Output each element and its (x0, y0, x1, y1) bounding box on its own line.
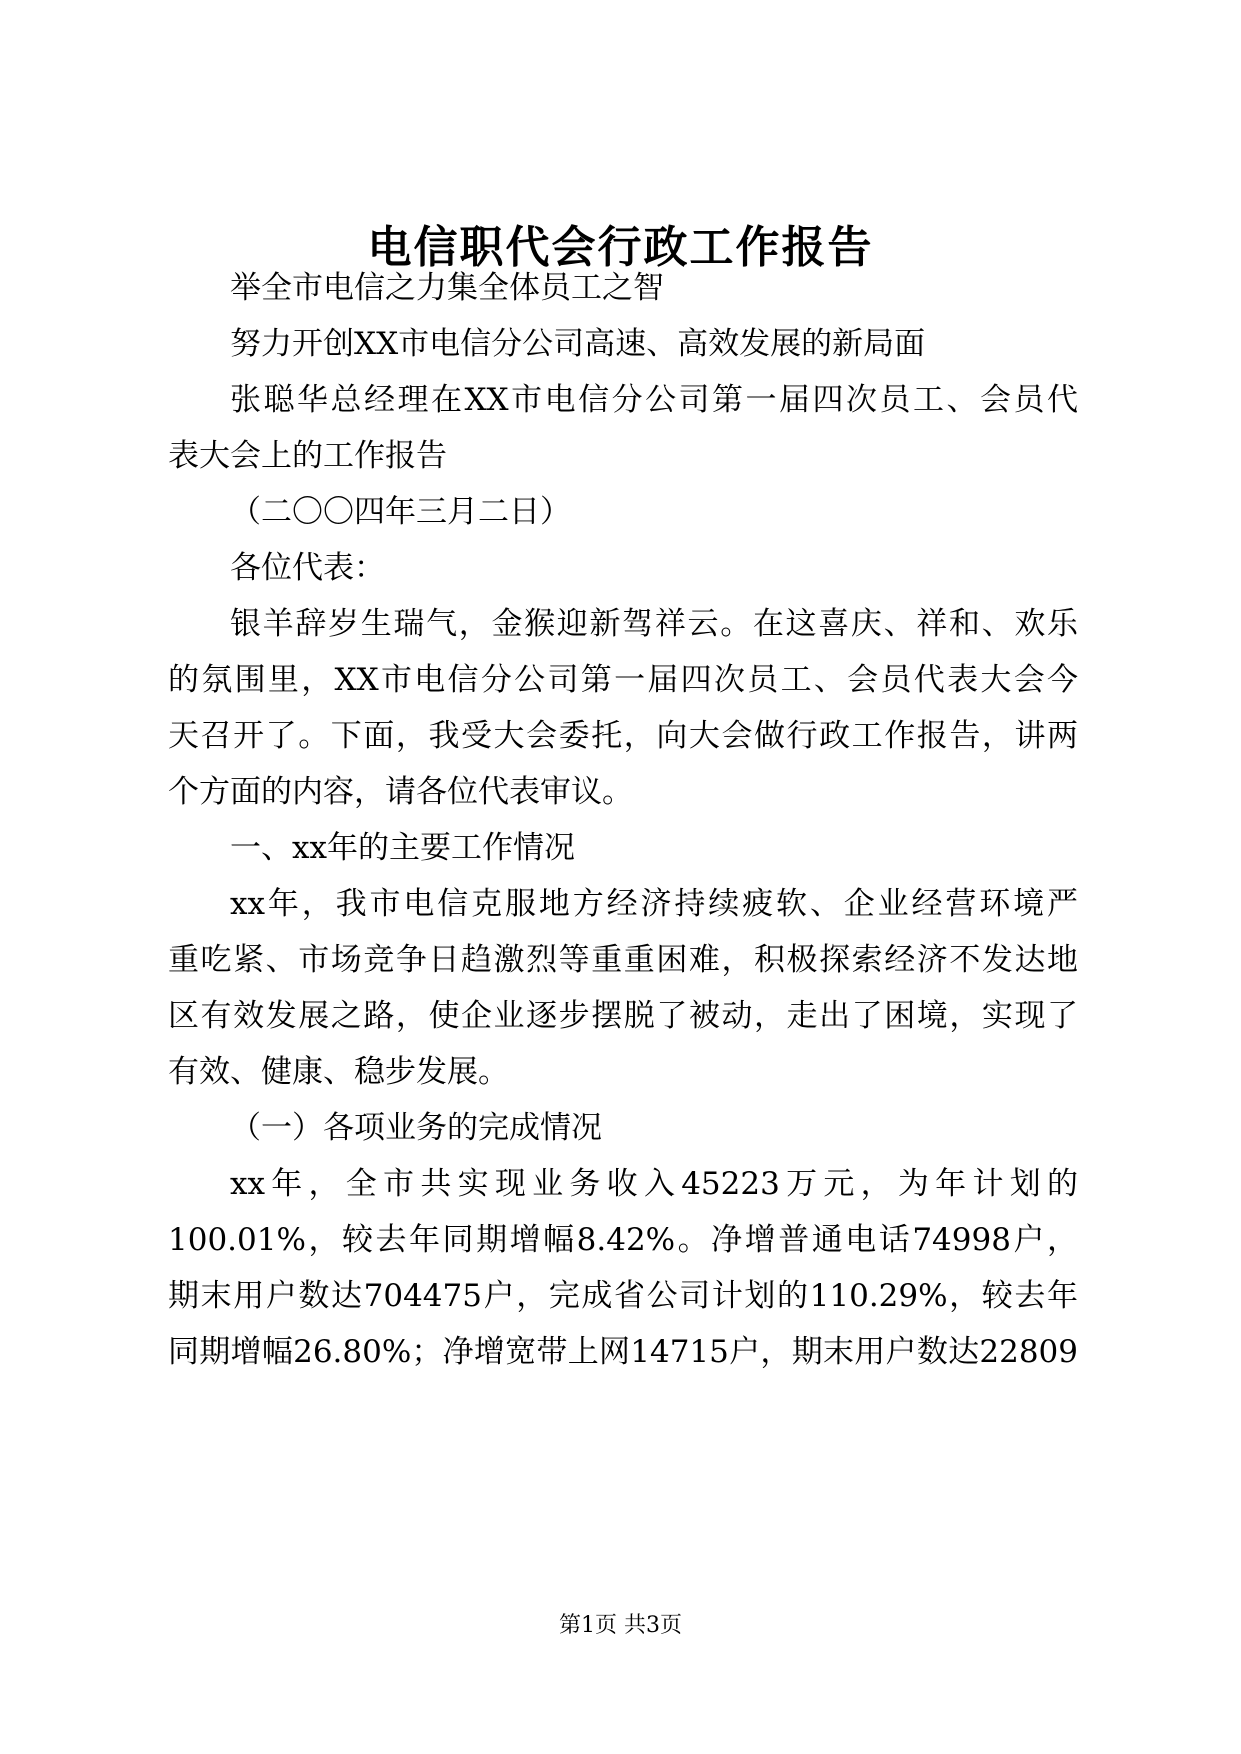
page-number: 第1页 共3页 (559, 1613, 682, 1638)
paragraph-line: 有效、健康、稳步发展。 (168, 1054, 509, 1090)
report-header-line-2: 表大会上的工作报告 (168, 438, 447, 474)
paragraph-line: 重吃紧、市场竞争日趋激烈等重重困难，积极探索经济不发达地 (168, 942, 1078, 978)
paragraph-line: 个方面的内容，请各位代表审议。 (168, 774, 633, 810)
report-date: （二〇〇四年三月二日） (230, 494, 571, 530)
subsection-heading: （一）各项业务的完成情况 (230, 1110, 602, 1146)
report-header-line-1: 张聪华总经理在XX市电信分公司第一届四次员工、会员代 (230, 382, 1078, 418)
subtitle-line-1: 举全市电信之力集全体员工之智 (230, 270, 664, 306)
paragraph-line: xx年，我市电信克服地方经济持续疲软、企业经营环境严 (230, 886, 1078, 922)
paragraph-line: 区有效发展之路，使企业逐步摆脱了被动，走出了困境，实现了 (168, 998, 1078, 1034)
subtitle-line-2: 努力开创XX市电信分公司高速、高效发展的新局面 (230, 326, 926, 362)
paragraph-line: 期末用户数达704475户，完成省公司计划的110.29%，较去年 (168, 1278, 1078, 1314)
paragraph-line: 100.01%，较去年同期增幅8.42%。净增普通电话74998户， (168, 1222, 1078, 1258)
paragraph-line: 同期增幅26.80%；净增宽带上网14715户，期末用户数达22809 (168, 1334, 1078, 1370)
paragraph-line: 的氛围里，XX市电信分公司第一届四次员工、会员代表大会今 (168, 662, 1078, 698)
paragraph-line: 银羊辞岁生瑞气，金猴迎新驾祥云。在这喜庆、祥和、欢乐 (230, 606, 1078, 642)
paragraph-line: xx年，全市共实现业务收入45223万元，为年计划的 (230, 1166, 1078, 1202)
salutation: 各位代表： (230, 550, 385, 586)
section-heading: 一、xx年的主要工作情况 (230, 830, 575, 866)
document-title: 电信职代会行政工作报告 (367, 222, 874, 273)
paragraph-line: 天召开了。下面，我受大会委托，向大会做行政工作报告，讲两 (168, 718, 1078, 754)
